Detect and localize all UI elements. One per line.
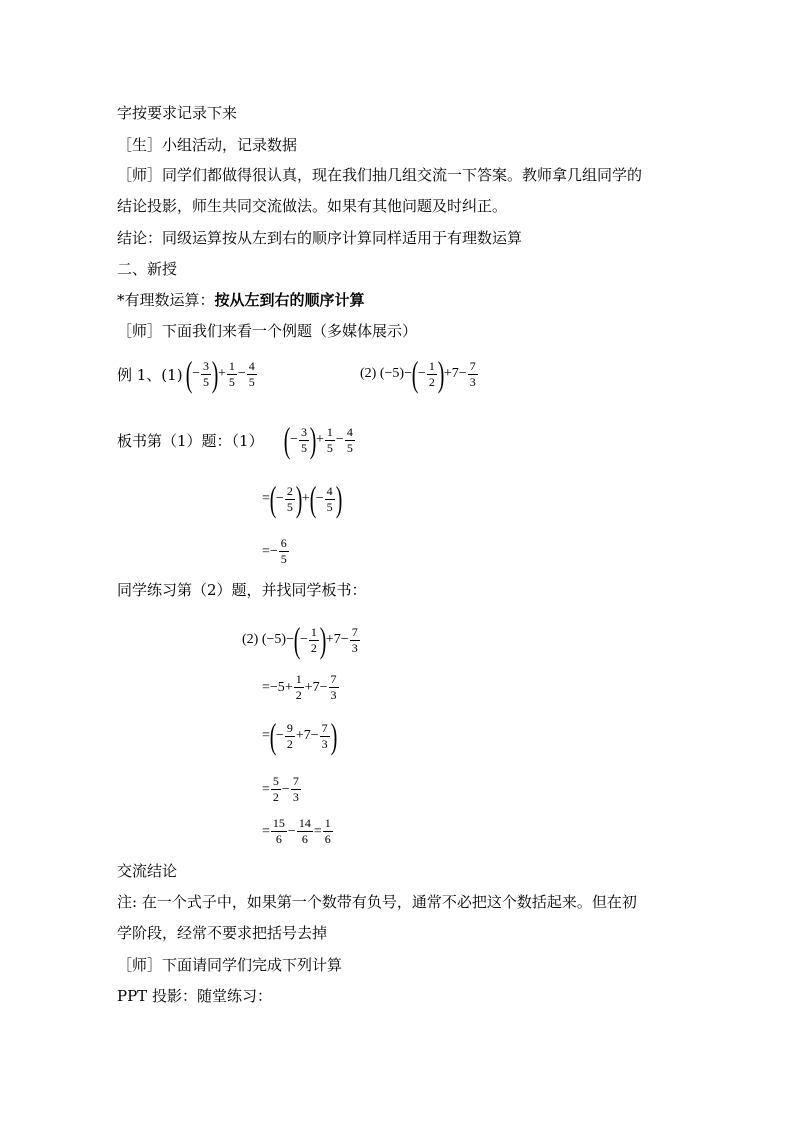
text-line: ［师］下面我们来看一个例题（多媒体展示） bbox=[117, 322, 418, 340]
fraction: $\frac{1}{6}$ bbox=[324, 816, 331, 846]
fraction: $\frac{3}{5}$ bbox=[202, 358, 209, 389]
student-step-1: (2) (−5)−(− $\frac{1}{2}$ )+7− $\frac{7}{3}$ bbox=[242, 620, 358, 660]
text-line: 结论投影，师生共同交流做法。如果有其他问题及时纠正。 bbox=[117, 197, 508, 215]
fraction: $\frac{1}{5}$ bbox=[326, 424, 333, 455]
rule-emphasis: 按从左到右的顺序计算 bbox=[214, 291, 365, 309]
parenthesis: ) bbox=[309, 420, 317, 460]
fraction: $\frac{7}{3}$ bbox=[292, 774, 299, 804]
text-line: PPT 投影：随堂练习： bbox=[117, 987, 272, 1005]
parenthesis: ) bbox=[437, 354, 445, 394]
student-step-3: =(− $\frac{9}{2}$ +7− $\frac{7}{3}$ ) bbox=[262, 716, 337, 756]
fraction: $\frac{7}{3}$ bbox=[330, 672, 337, 702]
fraction: $\frac{7}{3}$ bbox=[321, 720, 328, 751]
text-line bbox=[117, 290, 365, 310]
student-step-2: =−5+ $\frac{1}{2}$ +7− $\frac{7}{3}$ bbox=[262, 672, 337, 702]
text-line: ［生］小组活动，记录数据 bbox=[117, 136, 298, 154]
note-line: 注: 在一个式子中，如果第一个数带有负号，通常不必把这个数括起来。但在初 bbox=[117, 893, 637, 911]
fraction: $\frac{14}{6}$ bbox=[298, 816, 311, 846]
rule-label: *有理数运算： bbox=[117, 291, 215, 309]
board-step-3: =− $\frac{6}{5}$ bbox=[262, 536, 287, 566]
note-line: 学阶段，经常不要求把括号去掉 bbox=[117, 924, 328, 942]
parenthesis: ) bbox=[330, 716, 337, 756]
parenthesis: ) bbox=[211, 354, 219, 394]
text-line: 结论：同级运算按从左到右的顺序计算同样适用于有理数运算 bbox=[117, 229, 523, 247]
parenthesis: ( bbox=[293, 620, 301, 660]
parenthesis: ( bbox=[269, 479, 277, 519]
fraction: $\frac{2}{5}$ bbox=[286, 483, 293, 514]
board-work-1: 板书第（1）题：（1） (− $\frac{3}{5}$ )+ $\frac{1}{5}$ − $\frac{4}{5}$ bbox=[117, 420, 353, 460]
fraction: $\frac{4}{5}$ bbox=[326, 483, 333, 514]
fraction: $\frac{4}{5}$ bbox=[346, 424, 353, 455]
parenthesis: ) bbox=[295, 479, 303, 519]
text-line: 字按要求记录下来 bbox=[117, 104, 238, 122]
section-heading: 二、新授 bbox=[117, 260, 178, 278]
fraction: $\frac{1}{2}$ bbox=[295, 672, 302, 702]
text-line: ［师］下面请同学们完成下列计算 bbox=[117, 956, 343, 974]
parenthesis: ( bbox=[309, 479, 317, 519]
text-line: 交流结论 bbox=[117, 862, 178, 880]
example-label: 例 1、(1) bbox=[117, 365, 183, 384]
fraction: $\frac{1}{2}$ bbox=[428, 358, 435, 389]
fraction: $\frac{15}{6}$ bbox=[272, 816, 285, 846]
student-step-4: = $\frac{5}{2}$ − $\frac{7}{3}$ bbox=[262, 774, 299, 804]
fraction: $\frac{1}{5}$ bbox=[228, 358, 235, 389]
fraction: $\frac{9}{2}$ bbox=[286, 720, 293, 751]
parenthesis: ( bbox=[269, 716, 277, 756]
parenthesis: ( bbox=[283, 420, 291, 460]
fraction: $\frac{5}{2}$ bbox=[272, 774, 279, 804]
fraction: $\frac{4}{5}$ bbox=[248, 358, 255, 389]
example-1-part-2: (2) (−5)−(− $\frac{1}{2}$ )+7− $\frac{7}{3}$ bbox=[360, 354, 476, 394]
fraction: $\frac{1}{2}$ bbox=[310, 624, 317, 655]
example-1-part-1: 例 1、(1) (− $\frac{3}{5}$ )+ $\frac{1}{5}$ − $\frac{4}{5}$ bbox=[117, 354, 255, 394]
text-line: ［师］同学们都做得很认真，现在我们抽几组交流一下答案。教师拿几组同学的 bbox=[117, 166, 643, 184]
board-step-2: =(− $\frac{2}{5}$ )+(− $\frac{4}{5}$ ) bbox=[262, 479, 342, 519]
fraction: $\frac{7}{3}$ bbox=[351, 624, 358, 655]
parenthesis: ( bbox=[185, 354, 193, 394]
text-line: 同学练习第（2）题，并找同学板书： bbox=[117, 581, 367, 599]
fraction: $\frac{3}{5}$ bbox=[301, 424, 307, 455]
fraction: $\frac{7}{3}$ bbox=[469, 358, 476, 389]
parenthesis: ( bbox=[411, 354, 419, 394]
parenthesis: ) bbox=[319, 620, 327, 660]
student-step-5: = $\frac{15}{6}$ − $\frac{14}{6}$ = $\frac{1}{6}$ bbox=[262, 816, 331, 846]
parenthesis: ) bbox=[335, 479, 342, 519]
fraction: $\frac{6}{5}$ bbox=[280, 536, 287, 566]
